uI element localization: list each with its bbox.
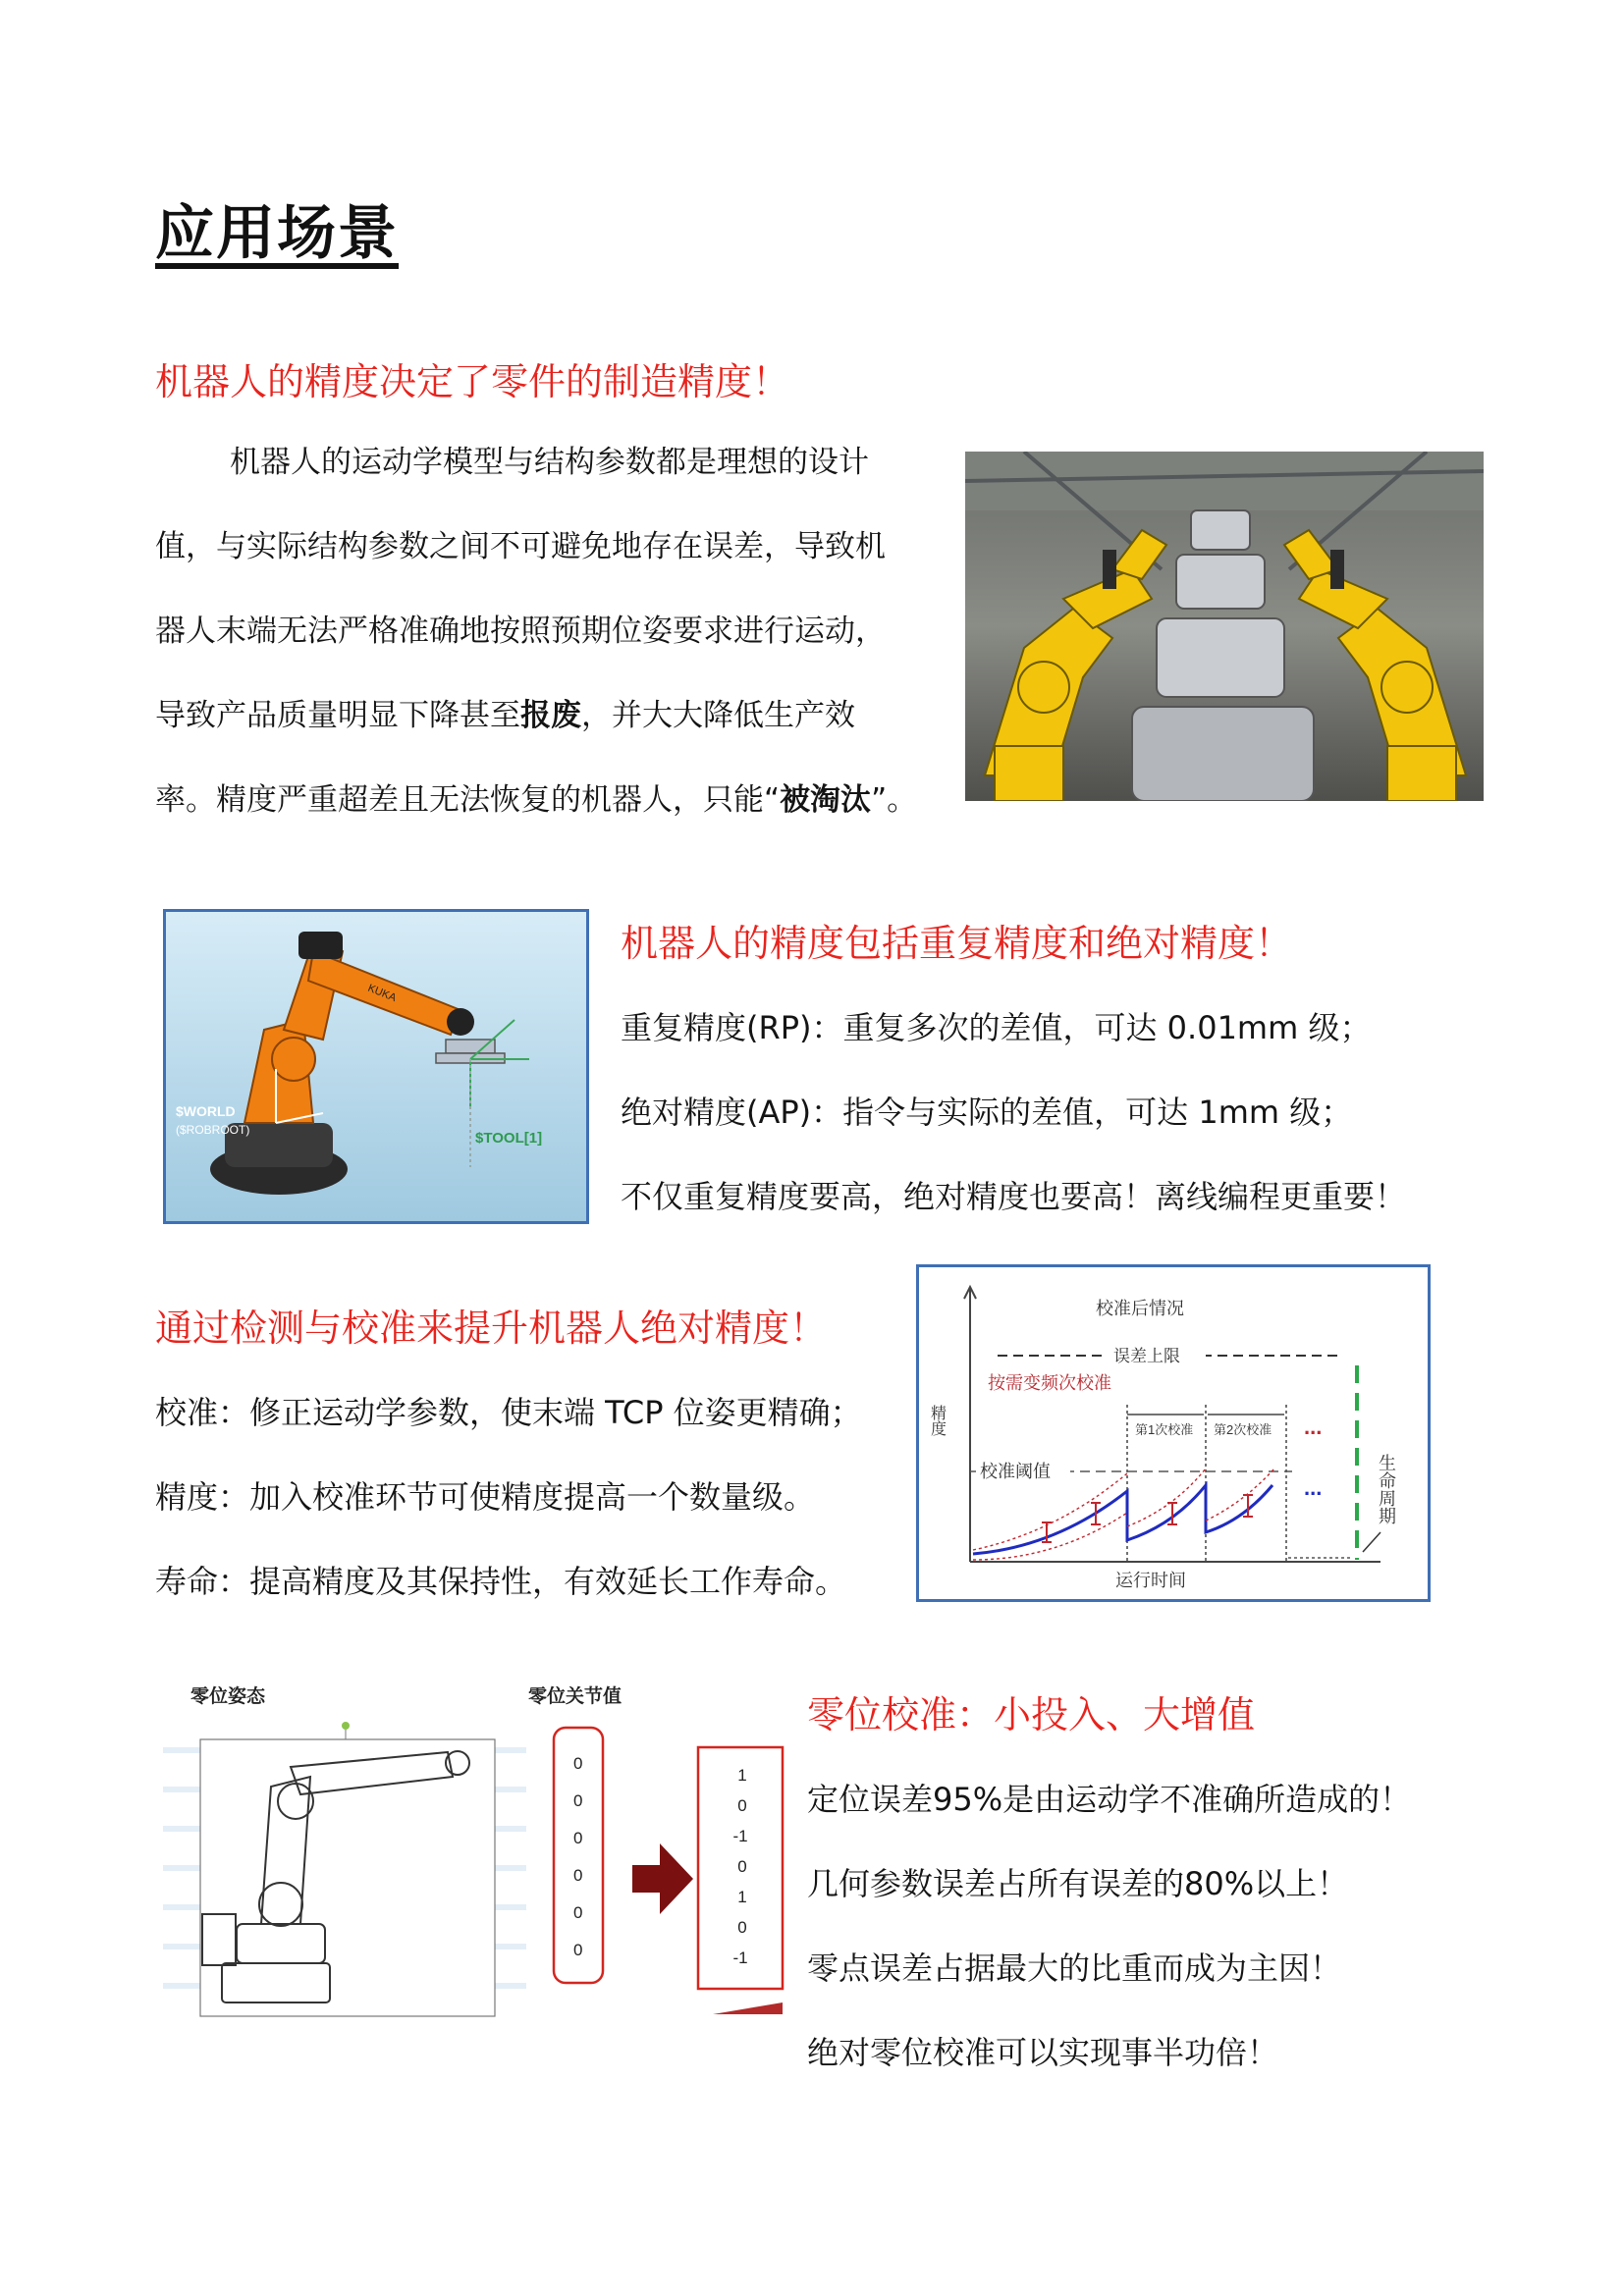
joint-value-3: 0 [573,1829,583,1847]
chart-title: 校准后情况 [1096,1299,1184,1318]
zero-calibration-figure [163,1669,787,2022]
joint-value-2: 0 [573,1791,583,1810]
para-line-3: 器人末端无法严格准确地按照预期位姿要求进行运动， [155,614,886,649]
tool-frame-label: $TOOL[1] [475,1130,543,1147]
chart-ylabel: 精度 [928,1405,946,1436]
zero-line-4: 绝对零位校准可以实现事半功倍！ [807,2034,1279,2071]
first-calib-label: 第1次校准 [1135,1422,1194,1437]
kuka-brand: KUKA [365,982,399,1005]
result-value-2: 0 [737,1796,747,1815]
world-frame-label: $WORLD [176,1103,236,1119]
rp-line: 重复精度(RP)：重复多次的差值，可达 0.01mm 级； [621,1009,1372,1046]
joint-value-1: 0 [573,1754,583,1773]
lifecycle-label: 生命周期 [1377,1454,1396,1524]
on-demand-label: 按需变频次校准 [988,1373,1111,1393]
robroot-frame-label: ($ROBROOT) [176,1123,250,1137]
precision-line: 精度：加入校准环节可使精度提高一个数量级。 [155,1478,816,1516]
result-value-3: -1 [732,1827,748,1845]
kuka-robot-image [163,909,589,1224]
section3-heading: 通过检测与校准来提升机器人绝对精度！ [155,1307,828,1350]
life-line: 寿命：提高精度及其保持性，有效延长工作寿命。 [155,1563,847,1600]
result-value-7: -1 [732,1949,748,1967]
chart-xlabel: 运行时间 [1115,1571,1186,1590]
para-line-5: 率。精度严重超差且无法恢复的机器人，只能“被淘汰”。 [155,782,918,818]
both-line: 不仅重复精度要高，绝对精度也要高！离线编程更重要！ [621,1178,1407,1215]
section2-heading: 机器人的精度包括重复精度和绝对精度！ [621,922,1293,965]
second-calib-label: 第2次校准 [1214,1422,1272,1437]
upper-limit-label: 误差上限 [1113,1347,1180,1365]
calib-line: 校准：修正运动学参数，使末端 TCP 位姿更精确； [155,1394,862,1431]
calibration-chart [916,1264,1431,1602]
zero-joint-label: 零位关节值 [528,1686,623,1707]
threshold-label: 校准阈值 [980,1462,1051,1481]
page-title: 应用场景 [155,199,399,268]
factory-robots-photo [965,452,1484,801]
result-value-6: 0 [737,1918,747,1937]
para-line-4: 导致产品质量明显下降甚至报废，并大大降低生产效 [155,698,855,733]
ap-line: 绝对精度(AP)：指令与实际的差值，可达 1mm 级； [621,1094,1353,1131]
bold-eliminated: 被淘汰 [780,782,872,818]
zero-pose-label: 零位姿态 [190,1686,266,1707]
section1-paragraph [155,420,941,842]
result-value-4: 0 [737,1857,747,1876]
zero-line-1: 定位误差95%是由运动学不准确所造成的！ [807,1781,1412,1818]
result-value-5: 1 [737,1888,747,1906]
blue-dots: ... [1304,1475,1323,1500]
red-dots: ... [1304,1415,1323,1439]
joint-value-4: 0 [573,1866,583,1885]
bold-scrap: 报废 [520,698,581,733]
para-line-2: 值，与实际结构参数之间不可避免地存在误差，导致机 [155,529,886,564]
section4-heading: 零位校准：小投入、大增值 [807,1693,1256,1736]
para-line-1: 机器人的运动学模型与结构参数都是理想的设计 [230,445,869,480]
result-value-1: 1 [737,1766,747,1785]
zero-line-2: 几何参数误差占所有误差的80%以上！ [807,1865,1349,1902]
zero-line-3: 零点误差占据最大的比重而成为主因！ [807,1949,1342,1987]
joint-value-6: 0 [573,1941,583,1959]
section1-heading: 机器人的精度决定了零件的制造精度！ [155,360,790,403]
joint-value-5: 0 [573,1903,583,1922]
